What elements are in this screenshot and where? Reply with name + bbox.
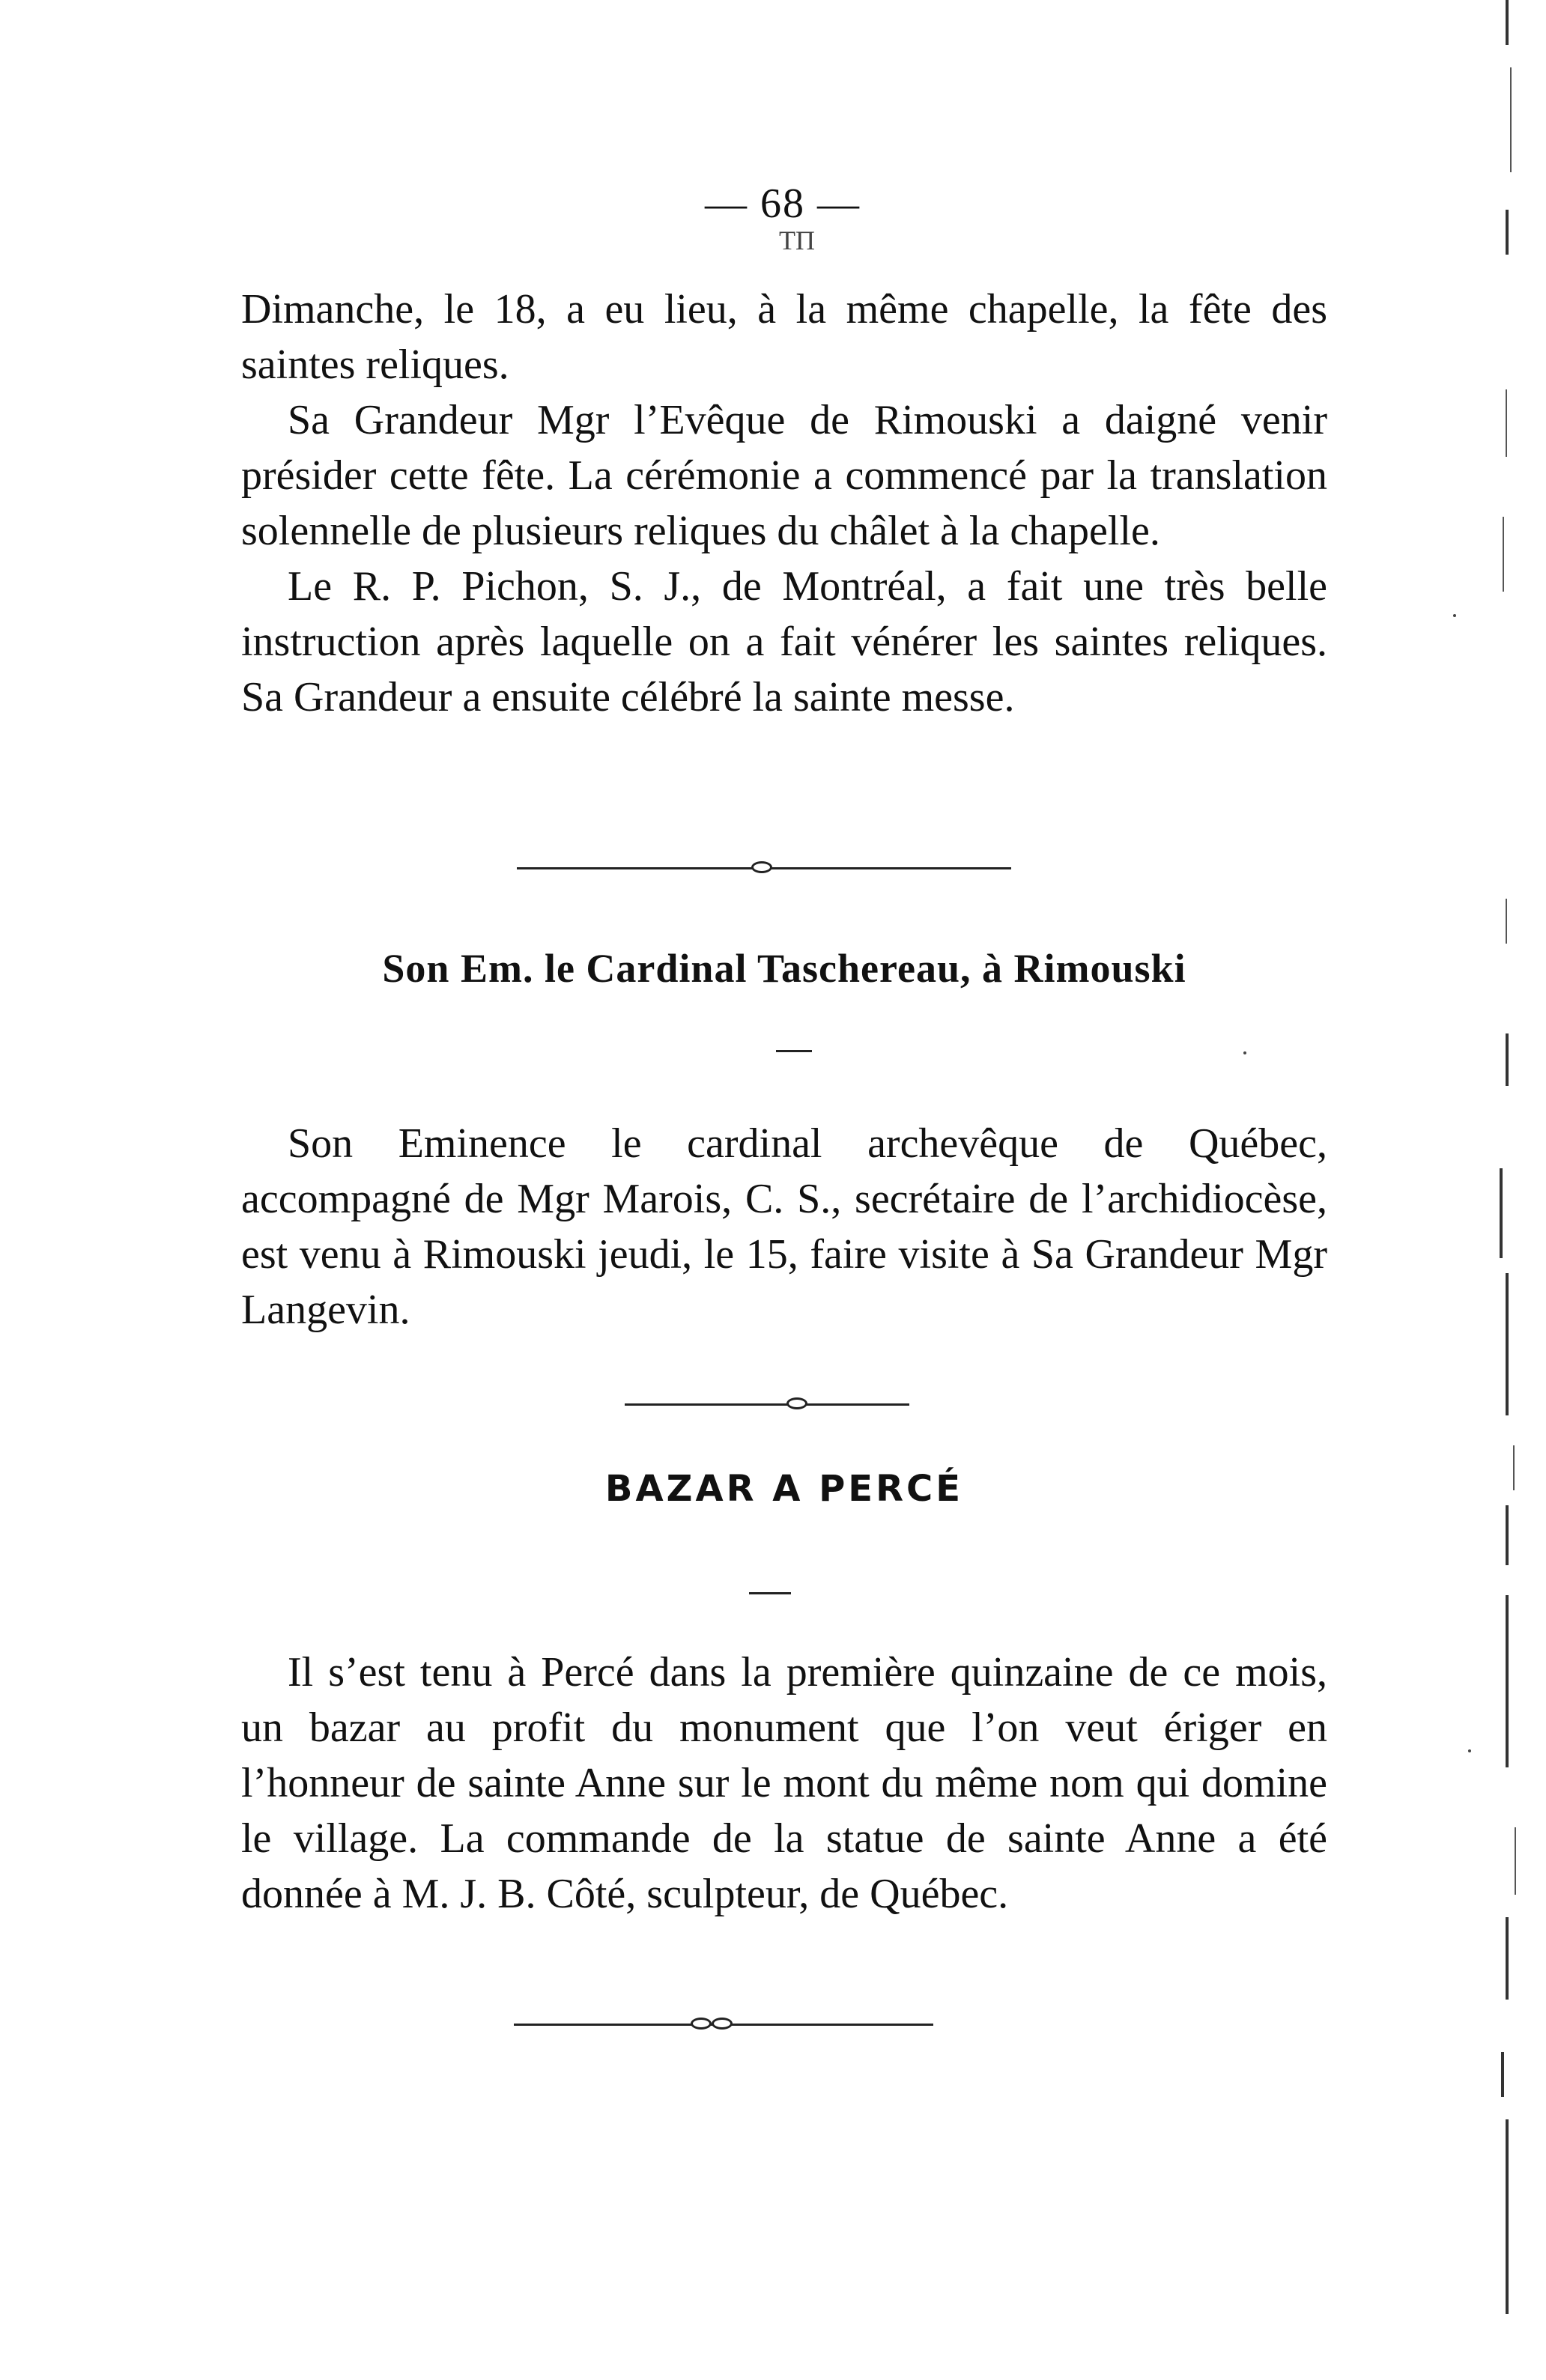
section-title-bazar: BAZAR A PERCÉ	[604, 1468, 964, 1510]
intro-paragraph-2: Sa Grandeur Mgr l’Evêque de Rimouski a daigné venir présider cette fête. La cérémonie a commencé par la translation solennelle de plusieurs reliques du châlet à la chapelle.	[241, 397, 1327, 554]
cardinal-text	[241, 1116, 1327, 1338]
intro-text	[241, 282, 1327, 725]
page-number: — 68 —	[705, 180, 861, 227]
intro-paragraph-1: Dimanche, le 18, a eu lieu, à la même chapelle, la fête des saintes reliques.	[241, 286, 1327, 388]
title-dash	[776, 1050, 812, 1052]
section-title-cardinal: Son Em. le Cardinal Taschereau, à Rimouski	[382, 946, 1186, 991]
intro-paragraph-3: Le R. P. Pichon, S. J., de Montréal, a fait une très belle instruction après laquelle on a fait vénérer les saintes reliques. Sa Grandeur a ensuite célébré la sainte messe.	[241, 563, 1327, 720]
title-dash	[749, 1592, 791, 1594]
stray-print-mark: TΠ	[779, 225, 815, 255]
cardinal-paragraph: Son Eminence le cardinal archevêque de Québec, accompagné de Mgr Marois, C. S., secrétaire de l’archidiocèse, est venu à Rimouski jeudi, le 15, faire visite à Sa Grandeur Mgr Langevin.	[241, 1120, 1327, 1333]
bazar-text	[241, 1645, 1327, 1922]
bazar-paragraph: Il s’est tenu à Percé dans la première quinzaine de ce mois, un bazar au profit du monument que l’on veut ériger en l’honneur de sainte Anne sur le mont du même nom qui domine le village. La commande de la statue de sainte Anne a été donnée à M. J. B. Côté, sculpteur, de Québec.	[241, 1649, 1327, 1917]
